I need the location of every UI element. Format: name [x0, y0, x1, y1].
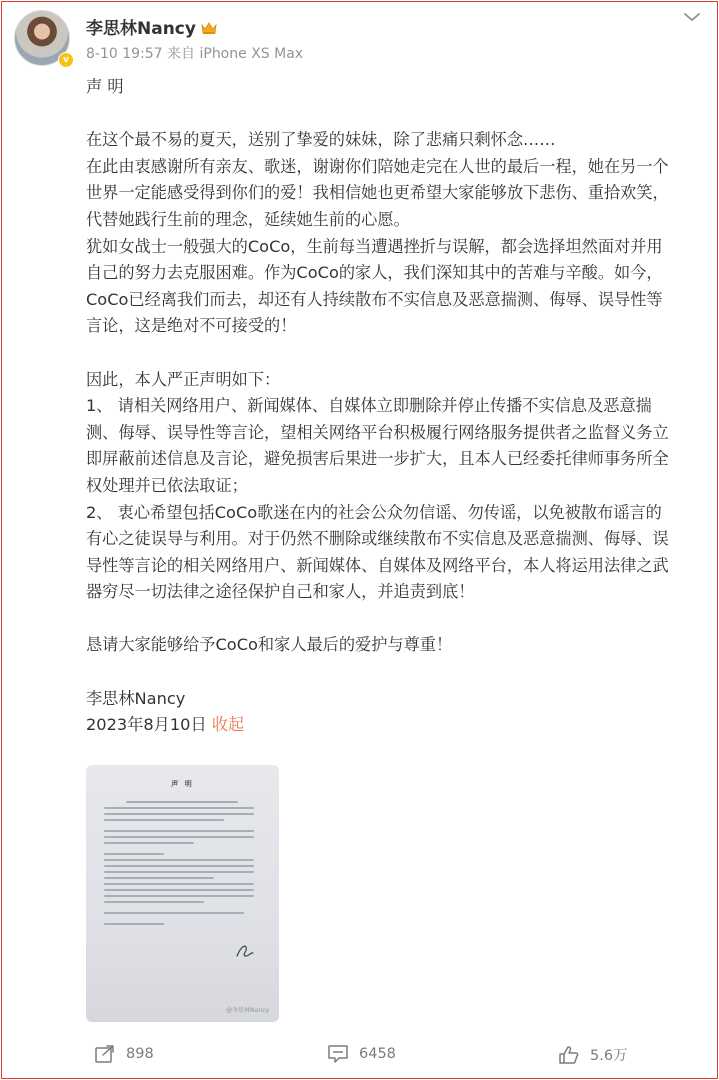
doc-text-line — [104, 883, 254, 885]
doc-text-line — [104, 895, 254, 897]
paragraph-line: 即屏蔽前述信息及言论，避免损害后果进一步扩大，且本人已经委托律师事务所全 — [86, 449, 669, 469]
doc-text-line — [104, 877, 214, 879]
doc-title: 声 明 — [171, 780, 194, 788]
thumbs-up-icon — [558, 1045, 580, 1065]
doc-text-line — [104, 859, 254, 861]
doc-text-line — [104, 865, 254, 867]
doc-text-line — [104, 871, 254, 873]
doc-text-line — [104, 901, 204, 903]
doc-text-line — [104, 819, 224, 821]
post-meta — [86, 43, 303, 63]
doc-text-line — [104, 853, 164, 855]
paragraph-line: 因此，本人严正声明如下： — [86, 369, 281, 389]
paragraph-line: 2、 衷心希望包括CoCo歌迷在内的社会公众勿信谣、勿传谣，以免被散布谣言的 — [86, 502, 662, 522]
crown-icon — [200, 20, 218, 34]
doc-text-line — [104, 889, 254, 891]
doc-text-line — [104, 836, 254, 838]
comment-count: 6458 — [359, 1046, 396, 1062]
paragraph-line: 有心之徒误导与利用。对于仍然不删除或继续散布不实信息及恶意揣测、侮辱、误 — [86, 529, 669, 549]
paragraph-line: 自己的努力去克服困难。作为CoCo的家人，我们深知其中的苦难与辛酸。如今， — [86, 263, 663, 283]
date-line — [86, 712, 708, 739]
paragraph-line: 导性等言论的相关网络用户、新闻媒体、自媒体及网络平台，本人将运用法律之武 — [86, 555, 669, 575]
paragraph-line: 在此由衷感谢所有亲友、歌迷，谢谢你们陪她走完在人世的最后一程，她在另一个 — [86, 156, 669, 176]
repost-icon — [94, 1044, 116, 1064]
doc-text-line — [104, 830, 254, 832]
paragraph-line: 测、侮辱、误导性等言论，望相关网络平台积极履行网络服务提供者之监督义务立 — [86, 422, 669, 442]
collapse-link[interactable]: 收起 — [211, 715, 245, 735]
paragraph-line: 代替她践行生前的理念，延续她生前的心愿。 — [86, 209, 410, 229]
like-count: 5.6万 — [590, 1048, 628, 1064]
post-content — [86, 74, 708, 739]
doc-text-line — [104, 923, 164, 925]
doc-text-line — [104, 842, 194, 844]
post-timestamp[interactable]: 8-10 19:57 — [86, 46, 163, 62]
repost-button[interactable] — [94, 1044, 154, 1064]
repost-count: 898 — [126, 1046, 154, 1062]
paragraph-line: CoCo已经离我们而去，却还有人持续散布不实信息及恶意揣测、侮辱、误导性等 — [86, 289, 663, 309]
paragraph-line: 权处理并已依法取证； — [86, 475, 248, 495]
statement-image[interactable] — [86, 765, 279, 1022]
doc-text-line — [126, 801, 238, 803]
username-text[interactable]: 李思林Nancy — [86, 19, 196, 39]
like-button[interactable] — [558, 1044, 628, 1065]
verified-badge-icon: v — [58, 52, 74, 68]
paragraph-line: 在这个最不易的夏天，送别了挚爱的妹妹，除了悲痛只剩怀念…… — [86, 130, 556, 150]
post-source: 来自 iPhone XS Max — [167, 46, 304, 62]
paragraph-line: 言论，这是绝对不可接受的！ — [86, 316, 297, 336]
paragraph-line: 1、 请相关网络用户、新闻媒体、自媒体立即删除并停止传播不实信息及恶意揣 — [86, 396, 652, 416]
comment-button[interactable] — [327, 1044, 396, 1064]
chevron-down-icon[interactable] — [682, 10, 702, 24]
image-watermark: @李思林Nancy — [226, 1007, 269, 1014]
doc-text-line — [104, 813, 254, 815]
comment-icon — [327, 1044, 349, 1064]
paragraph-line: 犹如女战士一般强大的CoCo，生前每当遭遇挫折与误解，都会选择坦然面对并用 — [86, 236, 663, 256]
statement-title: 声 明 — [86, 77, 124, 96]
paragraph-line: 世界一定能感受得到你们的爱！我相信她也更希望大家能够放下悲伤、重拾欢笑， — [86, 183, 669, 203]
statement-date: 2023年8月10日 — [86, 715, 207, 735]
signature: 李思林Nancy — [86, 688, 186, 708]
paragraph-line: 恳请大家能够给予CoCo和家人最后的爱护与尊重！ — [86, 635, 453, 655]
post-header — [14, 10, 704, 70]
doc-text-line — [104, 912, 244, 914]
action-bar — [0, 1040, 719, 1070]
doc-text-line — [104, 807, 254, 809]
paragraph-line: 器穷尽一切法律之途径保护自己和家人，并追责到底！ — [86, 582, 475, 602]
handwritten-signature — [234, 941, 256, 961]
username[interactable] — [86, 14, 218, 39]
